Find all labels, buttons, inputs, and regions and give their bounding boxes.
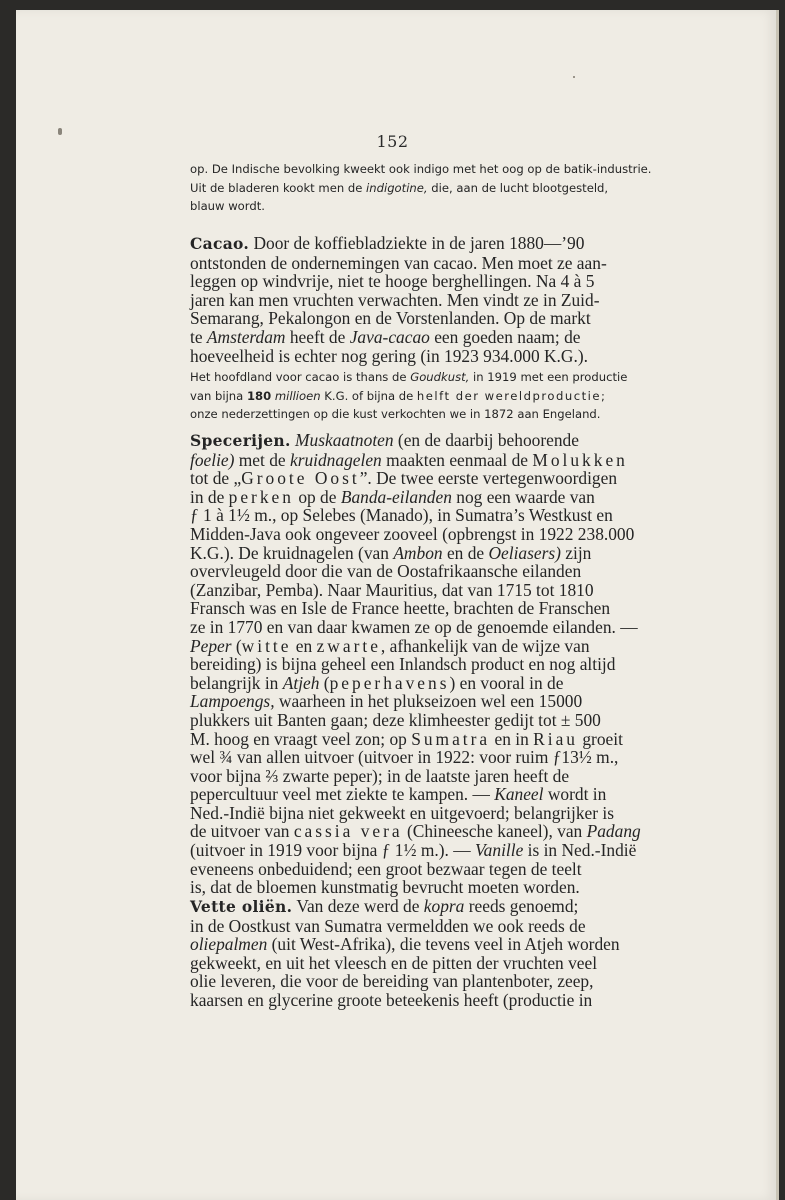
olien-heading: Vette oliën. [190,897,293,916]
intro-paragraph: op. De Indische bevolking kweekt ook indigo met het oog op de batik-industrie. Uit de bladeren kookt men de indigotine, die, aan de lucht blootgesteld, blauw wordt. [190,162,652,213]
cacao-paragraph: Cacao. Door de koffiebladziekte in de jaren 1880—’90 ontstonden de ondernemingen van cacao. Men moet ze aan- leggen op windvrije, niet te hooge berghellingen. Na 4 à 5 jaren kan men vruchten verwachten. Men vindt ze in Zuid- Semarang, Pekalongon en de Vorstenlanden. Op de markt te Amsterdam heeft de Java-cacao een goeden naam; de hoeveelheid is echter nog gering (in 1923 934.000 K.G.). [190,233,607,366]
specerijen-paragraph: Specerijen. Muskaatnoten (en de daarbij behoorende foelie) met de kruidnagelen maakten eenmaal de Molukken tot de „Groote Oost”. De twee eerste vertegenwoordigen in de perken op de Banda-eilanden nog een waarde van ƒ 1 à 1½ m., op Selebes (Manado), in Sumatra’s Westkust en Midden-Java ook ongeveer zooveel (opbrengst in 1922 238.000 K.G.). De kruidnagelen (van Ambon en de Oeliasers) zijn overvleugeld door die van de Oostafrikaansche eilanden (Zanzibar, Pemba). Naar Mauritius, dat van 1715 tot 1810 Fransch was en Isle de France heette, brachten de Franschen ze in 1770 en van daar kwamen ze op de genoemde eilanden. — Peper (witte en zwarte, afhankelijk van de wijze van bereiding) is bijna geheel een Inlandsch product en nog altijd belangrijk in Atjeh (peperhavens) en vooral in de Lampoengs, waarheen in het plukseizoen wel een 15000 plukkers uit Banten gaan; deze klimheester gedijt tot ± 500 M. hoog en vraagt veel zon; op Sumatra en in Riau groeit wel ¾ van allen uitvoer (uitvoer in 1922: voor ruim ƒ13½ m., voor bijna ⅔ zwarte peper); in de laatste jaren heeft de pepercultuur veel met ziekte te kampen. — Kaneel wordt in Ned.-Indië bijna niet gekweekt en uitgevoerd; belangrijker is de uitvoer van cassia vera (Chineesche kaneel), van Padang (uitvoer in 1919 voor bijna ƒ 1½ m.). — Vanille is in Ned.-Indië eveneens onbeduidend; een groot bezwaar tegen de teelt is, dat de bloemen kunstmatig bevrucht moeten worden. [190,430,641,898]
cacao-note: Het hoofdland voor cacao is thans de Goudkust, in 1919 met een productie van bijna 180 millioen K.G. of bijna de helft der wereldproductie; onze nederzettingen op die kust verkochten we in 1872 aan Engeland. [190,370,628,421]
page-number: 152 [376,132,409,151]
speck [573,76,575,78]
olien-paragraph: Vette oliën. Van deze werd de kopra reeds genoemd; in de Oostkust van Sumatra vermeldden we ook reeds de oliepalmen (uit West-Afrika), die tevens veel in Atjeh worden gekweekt, en uit het vleesch en de pitten der vruchten veel olie leveren, die voor de bereiding van plantenboter, zeep, kaarsen en glycerine groote beteekenis heeft (productie in [190,896,620,1010]
specerijen-heading: Specerijen. [190,431,291,450]
page-edge [776,10,779,1200]
cacao-heading: Cacao. [190,234,250,253]
